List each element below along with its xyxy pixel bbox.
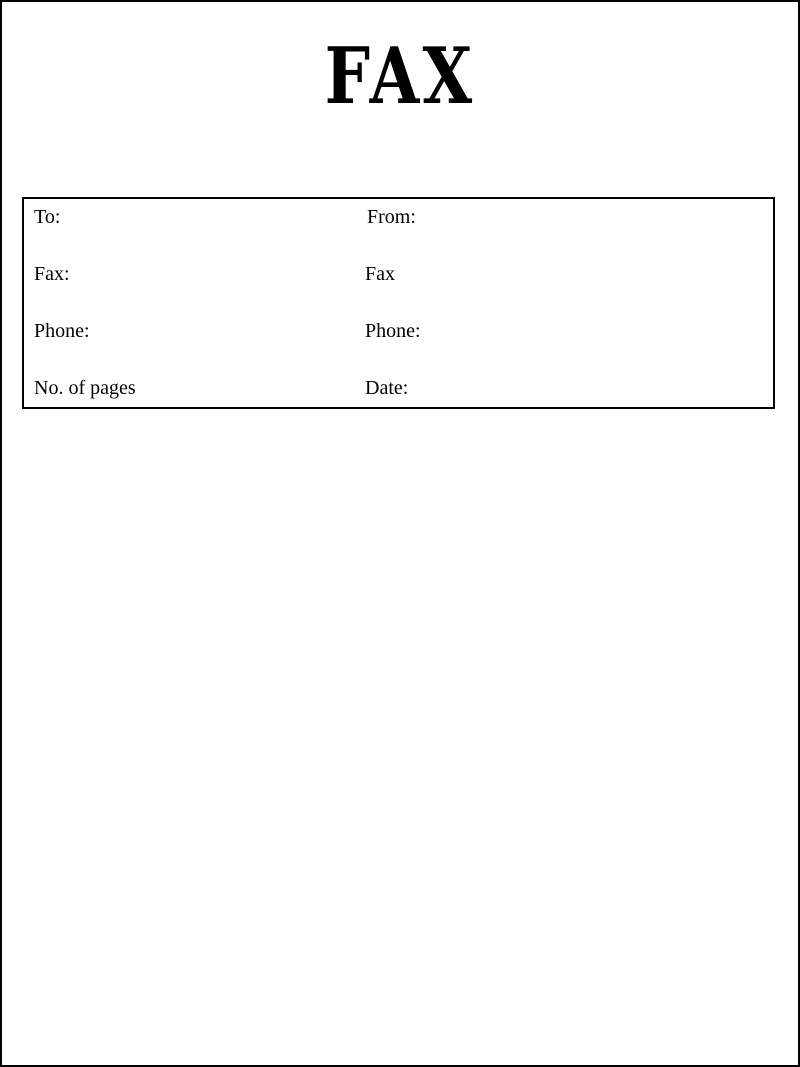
from-label: From: [367,206,416,228]
sender-phone-label: Phone: [365,320,421,342]
fax-info-box [22,197,775,409]
fax-title: FAX [324,31,476,122]
to-label: To: [34,206,61,228]
recipient-fax-label: Fax: [34,263,70,285]
sender-fax-label: Fax [365,263,395,285]
number-of-pages-label: No. of pages [34,377,136,399]
date-label: Date: [365,377,409,399]
recipient-phone-label: Phone: [34,320,90,342]
